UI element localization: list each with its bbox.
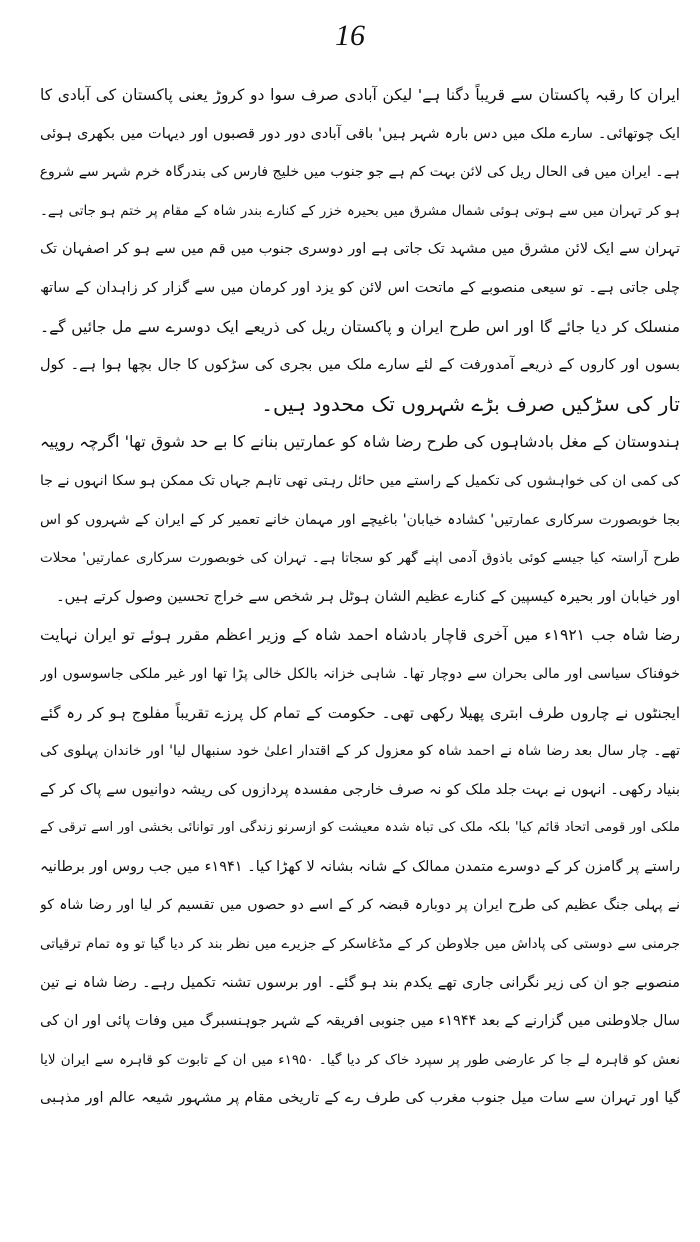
text-line: ہے۔ ایران میں فی الحال ریل کی لائن بہت کم ہے جو جنوب میں خلیج فارس کی بندرگاہ خرم شہر سے شروع bbox=[40, 164, 680, 181]
text-line: سال جلاوطنی میں گزارنے کے بعد ۱۹۴۴ء میں جنوبی افریقہ کے شہر جوہنسبرگ میں وفات پائی اور ان کی bbox=[40, 1013, 680, 1030]
text-line: جرمنی سے دوستی کی پاداش میں جلاوطن کر کے مڈغاسکر کے جزیرے میں نظر بند کر دیا گیا تو وہ تمام ترقیاتی bbox=[40, 936, 680, 953]
text-line: ایک چوتھائی۔ سارے ملک میں دس بارہ شہر ہیں' باقی آبادی دور دور قصبوں اور دیہات میں بکھری ہوئی bbox=[40, 125, 680, 142]
text-line: تہران سے ایک لائن مشرق میں مشہد تک جاتی ہے اور دوسری جنوب میں قم میں سے ہو کر اصفہان تک bbox=[40, 241, 680, 258]
text-line: کی کمی ان کی خواہشوں کی تکمیل کے راستے میں حائل رہتی تھی تاہم جہاں تک ممکن ہو سکا انہوں نے جا bbox=[40, 472, 680, 489]
text-line: ایران کا رقبہ پاکستان سے قریباً دگنا ہے' لیکن آبادی صرف سوا دو کروڑ یعنی پاکستان کی آبادی کا bbox=[40, 86, 680, 104]
text-line: ہندوستان کے مغل بادشاہوں کی طرح رضا شاہ کو عمارتیں بنانے کا بے حد شوق تھا' اگرچہ روپیہ bbox=[40, 432, 680, 452]
text-line: رضا شاہ جب ۱۹۲۱ء میں آخری قاچار بادشاہ احمد شاہ کے وزیر اعظم مقرر ہوئے تو ایران نہایت bbox=[40, 626, 680, 645]
text-line: ہو کر تہران میں سے ہوتی ہوئی شمال مشرق میں بحیرہ خزر کے کنارے بندر شاہ کے مقام پر ختم ہو جاتی ہے۔ bbox=[40, 202, 680, 219]
text-line: ایجنٹوں نے چاروں طرف ابتری پھیلا رکھی تھی۔ حکومت کے تمام کل پرزے تقریباً مفلوج ہو کر رہ گئے bbox=[40, 703, 680, 722]
body-text bbox=[40, 76, 680, 1118]
text-line: بسوں اور کاروں کے ذریعے آمدورفت کے لئے سارے ملک میں بجری کی سڑکوں کا جال بچھا ہوا ہے۔ کول bbox=[40, 357, 680, 374]
text-line: چلی جاتی ہے۔ تو سیعی منصوبے کے ماتحت اس لائن کو یزد اور کرمان میں سے گزار کر زاہدان کے ساتھ bbox=[40, 279, 680, 296]
page-number: 16 bbox=[335, 19, 365, 52]
text-line: بنیاد رکھی۔ انہوں نے بہت جلد ملک کو نہ صرف خارجی مفسدہ پردازوں کی ریشہ دوانیوں سے پاک کر کے bbox=[40, 781, 680, 798]
text-line: منصوبے جو ان کی زیر نگرانی جاری تھے یکدم بند ہو گئے۔ اور برسوں تشنہ تکمیل رہے۔ رضا شاہ نے تین bbox=[40, 974, 680, 991]
text-line: منسلک کر دیا جائے گا اور اس طرح ایران و پاکستان ریل کی ذریعے ایک دوسرے سے مل جائیں گے۔ bbox=[40, 317, 680, 336]
text-line: نعش کو قاہرہ لے جا کر عارضی طور پر سپرد خاک کر دیا گیا۔ ۱۹۵۰ء میں ان کے تابوت کو قاہرہ سے ایران لایا bbox=[40, 1051, 680, 1068]
text-line: اور خیابان اور بحیرہ کیسپین کے کنارے عظیم الشان ہوٹل ہر شخص سے خراج تحسین وصول کرتے ہیں۔ bbox=[56, 588, 680, 605]
text-line: نے پہلی جنگ عظیم کی طرح ایران پر دوبارہ قبضہ کر کے اسے دو حصوں میں تقسیم کر لیا اور رضا شاہ کو bbox=[40, 897, 680, 914]
text-line: راستے پر گامزن کر کے دوسرے متمدن ممالک کے شانہ بشانہ لا کھڑا کیا۔ ۱۹۴۱ء میں جب روس اور برطانیہ bbox=[40, 858, 680, 875]
text-line: بجا خوبصورت سرکاری عمارتیں' کشادہ خیابان' باغیچے اور مہمان خانے تعمیر کر کے ایران کے شہروں کو اس bbox=[40, 511, 680, 528]
text-line: خوفناک سیاسی اور مالی بحران سے دوچار تھا۔ شاہی خزانہ بالکل خالی پڑا تھا اور غیر ملکی جاسوسوں اور bbox=[40, 665, 680, 682]
text-line: گیا اور تہران سے سات میل جنوب مغرب کی طرف رے کے تاریخی مقام پر مشہور شیعہ عالم اور مذہبی bbox=[40, 1090, 680, 1107]
text-line: طرح آراستہ کیا جیسے کوئی باذوق آدمی اپنے گھر کو سجاتا ہے۔ تہران کی خوبصورت سرکاری عمارتیں' محلات bbox=[40, 550, 680, 567]
text-line: تار کی سڑکیں صرف بڑے شہروں تک محدود ہیں۔ bbox=[261, 391, 680, 416]
text-line: ملکی اور قومی اتحاد قائم کیا' بلکہ ملک کی تباہ شدہ معیشت کو ازسرنو زندگی اور توانائی بخشی اور اسے ترقی کے bbox=[40, 820, 680, 836]
text-line: تھے۔ چار سال بعد رضا شاہ نے احمد شاہ کو معزول کر کے اقتدار اعلیٰ خود سنبھال لیا' اور خاندان پہلوی کی bbox=[40, 743, 680, 760]
